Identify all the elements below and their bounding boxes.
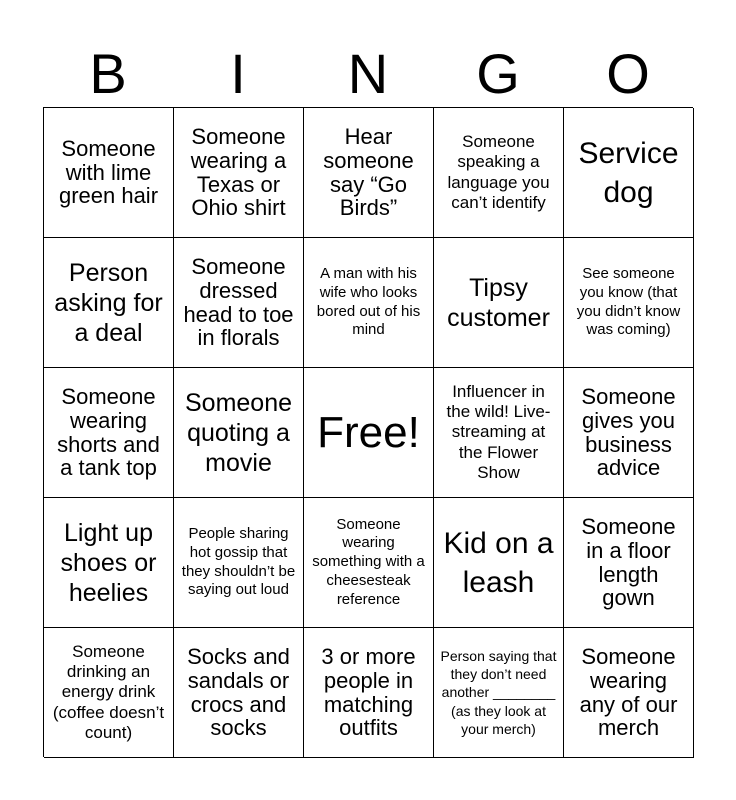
bingo-cell-r3-c4[interactable] bbox=[434, 368, 564, 498]
header-letter-b: B bbox=[89, 42, 127, 105]
bingo-grid bbox=[43, 107, 693, 757]
bingo-cell-text: Someone wearing shorts and a tank top bbox=[57, 384, 160, 481]
bingo-cell-text: Hear someone say “Go Birds” bbox=[323, 124, 414, 221]
bingo-cell-r4-c3[interactable] bbox=[304, 498, 434, 628]
bingo-cell-r5-c5[interactable] bbox=[564, 628, 694, 758]
bingo-cell-r3-c1[interactable] bbox=[44, 368, 174, 498]
bingo-cell-r3-c2[interactable] bbox=[174, 368, 304, 498]
bingo-header bbox=[43, 40, 693, 108]
header-letter-i: I bbox=[230, 42, 246, 105]
bingo-cell-text: Kid on a leash bbox=[443, 526, 554, 599]
header-letter-o: O bbox=[606, 42, 650, 105]
bingo-cell-r5-c1[interactable] bbox=[44, 628, 174, 758]
bingo-cell-r2-c4[interactable] bbox=[434, 238, 564, 368]
bingo-cell-r1-c4[interactable] bbox=[434, 108, 564, 238]
bingo-cell-text: Socks and sandals or crocs and socks bbox=[187, 644, 290, 741]
bingo-cell-text: Someone in a floor length gown bbox=[581, 514, 676, 611]
bingo-cell-text: See someone you know (that you didn’t know was coming) bbox=[576, 265, 681, 339]
bingo-cell-text: 3 or more people in matching outfits bbox=[321, 644, 416, 741]
bingo-cell-r5-c2[interactable] bbox=[174, 628, 304, 758]
bingo-cell-r5-c3[interactable] bbox=[304, 628, 434, 758]
bingo-cell-text: Someone speaking a language you can’t identify bbox=[447, 132, 550, 212]
bingo-cell-text: Person asking for a deal bbox=[54, 258, 163, 347]
bingo-cell-r4-c4[interactable] bbox=[434, 498, 564, 628]
bingo-cell-r4-c2[interactable] bbox=[174, 498, 304, 628]
bingo-cell-r2-c1[interactable] bbox=[44, 238, 174, 368]
bingo-cell-r1-c3[interactable] bbox=[304, 108, 434, 238]
bingo-cell-text: Someone drinking an energy drink (coffee doesn’t count) bbox=[52, 642, 165, 742]
bingo-cell-r4-c5[interactable] bbox=[564, 498, 694, 628]
bingo-cell-r1-c1[interactable] bbox=[44, 108, 174, 238]
bingo-cell-text: Someone quoting a movie bbox=[184, 388, 293, 477]
bingo-cell-text: Someone dressed head to toe in florals bbox=[183, 254, 294, 351]
header-letter-n: N bbox=[347, 42, 389, 105]
bingo-cell-r2-c5[interactable] bbox=[564, 238, 694, 368]
bingo-cell-text: Light up shoes or heelies bbox=[60, 518, 157, 607]
bingo-cell-text: Service dog bbox=[578, 136, 679, 209]
bingo-cell-text: A man with his wife who looks bored out of his mind bbox=[316, 265, 421, 339]
bingo-cell-r3-c5[interactable] bbox=[564, 368, 694, 498]
bingo-cell-r2-c2[interactable] bbox=[174, 238, 304, 368]
bingo-cell-text: Tipsy customer bbox=[447, 273, 550, 332]
header-letter-g: G bbox=[476, 42, 520, 105]
bingo-cell-r4-c1[interactable] bbox=[44, 498, 174, 628]
bingo-cell-text: Free! bbox=[317, 407, 420, 457]
bingo-cell-text: Someone with lime green hair bbox=[58, 135, 159, 209]
bingo-cell-r1-c5[interactable] bbox=[564, 108, 694, 238]
bingo-cell-text: Person saying that they don’t need another ________ (as they look at your merch) bbox=[440, 648, 557, 737]
bingo-cell-text: Someone gives you business advice bbox=[581, 384, 676, 481]
bingo-cell-r5-c4[interactable] bbox=[434, 628, 564, 758]
bingo-cell-r1-c2[interactable] bbox=[174, 108, 304, 238]
bingo-cell-text: Someone wearing something with a cheesesteak reference bbox=[312, 515, 425, 608]
bingo-free-space[interactable] bbox=[304, 368, 434, 498]
bingo-cell-text: Someone wearing a Texas or Ohio shirt bbox=[190, 124, 287, 221]
bingo-cell-text: People sharing hot gossip that they shouldn’t be saying out loud bbox=[181, 525, 296, 599]
bingo-cell-text: Someone wearing any of our merch bbox=[579, 644, 678, 741]
bingo-cell-text: Influencer in the wild! Live-streaming at the Flower Show bbox=[446, 382, 551, 482]
bingo-cell-r2-c3[interactable] bbox=[304, 238, 434, 368]
